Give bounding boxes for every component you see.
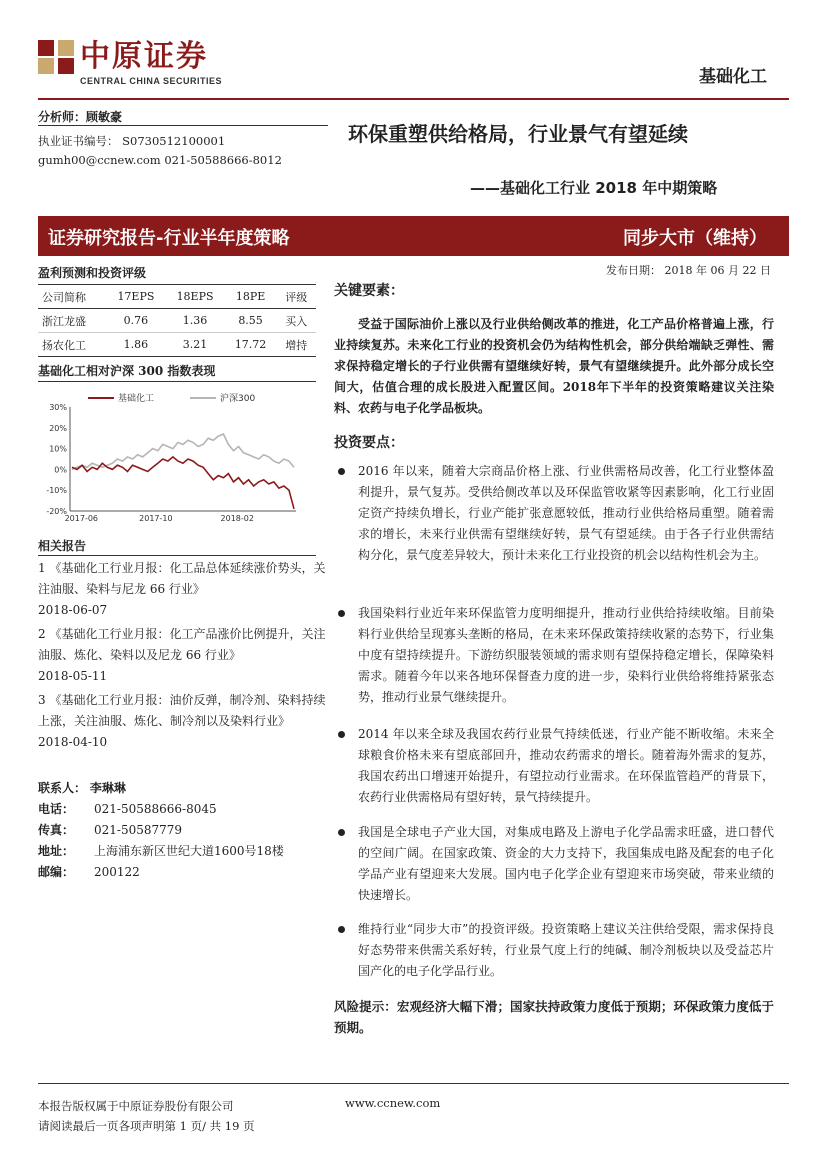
bullet-icon (338, 731, 345, 738)
forecast-col-17eps: 17EPS (117, 290, 155, 303)
chart-heading: 基础化工相对沪深 300 指数表现 (38, 364, 216, 378)
contact-fax-label: 传真： (38, 823, 75, 837)
contact-zip: 200122 (94, 865, 140, 879)
table-row (38, 309, 316, 333)
forecast-cell: 浙江龙盛 (42, 314, 86, 328)
bullet-icon (338, 926, 345, 933)
analyst-name: 分析师：顾敏豪 (38, 110, 123, 124)
contact-name-label: 联系人： (38, 781, 87, 795)
chart-y-tick-label: 30% (49, 403, 67, 412)
report-title: 环保重塑供给格局，行业景气有望延续 (348, 122, 688, 146)
chart-top-rule (38, 381, 316, 382)
related-report-1[interactable] (38, 558, 328, 621)
contact-phone: 021-50588666-8045 (94, 802, 217, 816)
chart-series-line-chemicals (72, 457, 294, 509)
sector-label: 基础化工 (699, 67, 767, 87)
invest-heading: 投资要点： (334, 435, 404, 451)
forecast-col-name: 公司简称 (42, 290, 86, 304)
related-report-1-date: 2018-06-07 (38, 603, 108, 617)
forecast-cell: 17.72 (234, 338, 267, 351)
analyst-contact: gumh00@ccnew.com 021-50588666-8012 (38, 153, 282, 167)
invest-point-1: 2016 年以来，随着大宗商品价格上涨、行业供需格局改善，化工行业整体盈利提升，景气复苏。受供给侧改革以及环保监管收紧等因素影响，化工行业固定资产持续负增长，行业产能扩张意愿较低，推动行业供给格局重塑。随着需求的增长，未来行业供需有望继续好转，景气有望延续。由于各子行业供需结构分化，景气度差异较大，预计未来化工行业投资的机会以结构性机会为主。 (358, 464, 774, 562)
invest-point-4: 我国是全球电子产业大国，对集成电路及上游电子化学品需求旺盛，进口替代的空间广阔。在国家政策、资金的大力支持下，我国集成电路及配套的电子化学品产业有望迎来大发展。国内电子化学企业有望迎来市场突破，带来业绩的快速增长。 (358, 825, 774, 902)
related-report-3-date: 2018-04-10 (38, 735, 108, 749)
bullet-icon (338, 610, 345, 617)
related-report-2-title: 2 《基础化工行业月报：化工产品涨价比例提升，关注油服、炼化、染料以及尼龙 66 行业》 (38, 627, 326, 662)
invest-point-3: 2014 年以来全球及我国农药行业景气持续低迷，行业产能不断收缩。未来全球粮食价格未来有望底部回升，推动农药需求的增长。随着海外需求的复苏，我国农药出口增速开始提升，有望拉动行业需求。在环保监管趋严的背景下，农药行业供需格局有望好转，景气持续提升。 (358, 727, 774, 804)
chart-y-tick-label: 20% (49, 423, 67, 433)
footer-copyright: 本报告版权属于中原证券股份有限公司 (38, 1099, 234, 1113)
forecast-header-row (38, 285, 316, 309)
related-report-2[interactable] (38, 624, 328, 687)
chart-x-tick-label: 2017-06 (64, 514, 99, 523)
logo-chinese-name: 中原证券 (80, 39, 208, 74)
analyst-divider (38, 125, 328, 126)
contact-addr-label: 地址： (38, 844, 75, 858)
chart-y-tick-label: -10% (46, 486, 67, 496)
contact-fax: 021-50587779 (94, 823, 183, 837)
chart-legend-label: 沪深300 (220, 394, 256, 404)
forecast-cell: 1.86 (123, 338, 149, 351)
chart-series-line-csi300 (72, 434, 294, 469)
banner-rating: 同步大市（维持） (623, 228, 767, 249)
risk-warning: 风险提示：宏观经济大幅下滑；国家扶持政策力度低于预期；环保政策力度低于预期。 (334, 999, 774, 1035)
forecast-cell: 0.76 (123, 314, 149, 327)
bullet-icon (338, 829, 345, 836)
table-row (38, 333, 316, 357)
related-top-rule (38, 555, 316, 556)
forecast-cell: 买入 (285, 314, 308, 328)
invest-point-2: 我国染料行业近年来环保监管力度明细提升，推动行业供给持续收缩。目前染料行业供给呈现寡头垄断的格局，在未来环保政策持续收紧的态势下，行业集中度有望持续提升。下游纺织服装领域的需求则有望保持稳定增长，保障染料需求。随着今年以来各地环保督查力度的进一步，染料行业供给将维持紧张态势，推动行业景气继续提升。 (358, 606, 774, 704)
footer-page-info: 请阅读最后一页各项声明第 1 页/ 共 19 页 (38, 1119, 255, 1133)
key-points-heading: 关键要素： (334, 283, 404, 299)
publish-date: 发布日期： 2018 年 06 月 22 日 (606, 264, 771, 277)
contact-zip-label: 邮编： (38, 865, 75, 879)
forecast-cell: 增持 (285, 338, 308, 352)
logo-english-name: CENTRAL CHINA SECURITIES (80, 76, 223, 86)
chart-y-tick-label: 10% (49, 444, 67, 454)
forecast-col-18eps: 18EPS (176, 290, 214, 303)
related-report-1-title: 1 《基础化工行业月报：化工品总体延续涨价势头，关注油服、染料与尼龙 66 行业》 (38, 561, 326, 596)
contact-name-row (38, 778, 318, 799)
forecast-col-rating: 评级 (285, 290, 308, 304)
invest-point-5: 维持行业“同步大市”的投资评级。投资策略上建议关注供给受限，需求保持良好态势带来供需关系好转，行业景气度上行的纯碱、制冷剂板块以及受益芯片国产化的电子化学品行业。 (358, 922, 774, 978)
chart-legend-label: 基础化工 (118, 394, 155, 404)
contact-name: 李琳琳 (89, 781, 126, 795)
related-heading: 相关报告 (38, 539, 87, 553)
bullet-icon (338, 468, 345, 475)
performance-chart (38, 385, 316, 525)
forecast-cell: 8.55 (238, 314, 263, 327)
forecast-heading: 盈利预测和投资评级 (38, 266, 147, 280)
company-logo-mark (38, 40, 74, 74)
chart-y-tick-label: -20% (46, 507, 67, 516)
report-subtitle: ——基础化工行业 2018 年中期策略 (470, 179, 718, 197)
analyst-cert: 执业证书编号： S0730512100001 (38, 134, 226, 148)
forecast-cell: 扬农化工 (42, 338, 86, 352)
key-points-text: 受益于国际油价上涨以及行业供给侧改革的推进，化工产品价格普遍上涨，行业持续复苏。未来化工行业的投资机会仍为结构性机会，部分供给端缺乏弹性、需求保持稳定增长的子行业供需有望继续好转，景气有望继续提升。此外部分成长空间大，估值合理的成长股进入配置区间。2018年下半年的投资策略建议关注染料、农药与电子化学品板块。 (334, 317, 774, 415)
forecast-col-18pe: 18PE (235, 290, 266, 303)
chart-x-tick-label: 2017-10 (139, 514, 173, 523)
chart-x-tick-label: 2018-02 (220, 514, 254, 523)
contact-addr: 上海浦东新区世纪大道1600号18楼 (94, 844, 284, 858)
forecast-cell: 1.36 (182, 314, 208, 327)
footer-text (38, 1096, 255, 1136)
contact-fax-row (38, 820, 318, 841)
related-report-3-title: 3 《基础化工行业月报：油价反弹，制冷剂、染料持续上涨，关注油服、炼化、制冷剂以及染料行业》 (38, 693, 326, 728)
contact-phone-row (38, 799, 318, 820)
footer-divider (38, 1083, 789, 1084)
contact-phone-label: 电话： (38, 802, 75, 816)
forecast-table (38, 285, 316, 357)
chart-y-tick-label: 0% (54, 465, 67, 475)
footer-url-link[interactable]: www.ccnew.com (345, 1096, 441, 1110)
header-divider (38, 98, 789, 100)
contact-block (38, 778, 318, 883)
related-report-3[interactable] (38, 690, 328, 753)
related-report-2-date: 2018-05-11 (38, 669, 108, 683)
contact-zip-row (38, 862, 318, 883)
contact-addr-row (38, 841, 318, 862)
forecast-cell: 3.21 (182, 338, 208, 351)
banner-report-type: 证券研究报告-行业半年度策略 (48, 228, 290, 249)
